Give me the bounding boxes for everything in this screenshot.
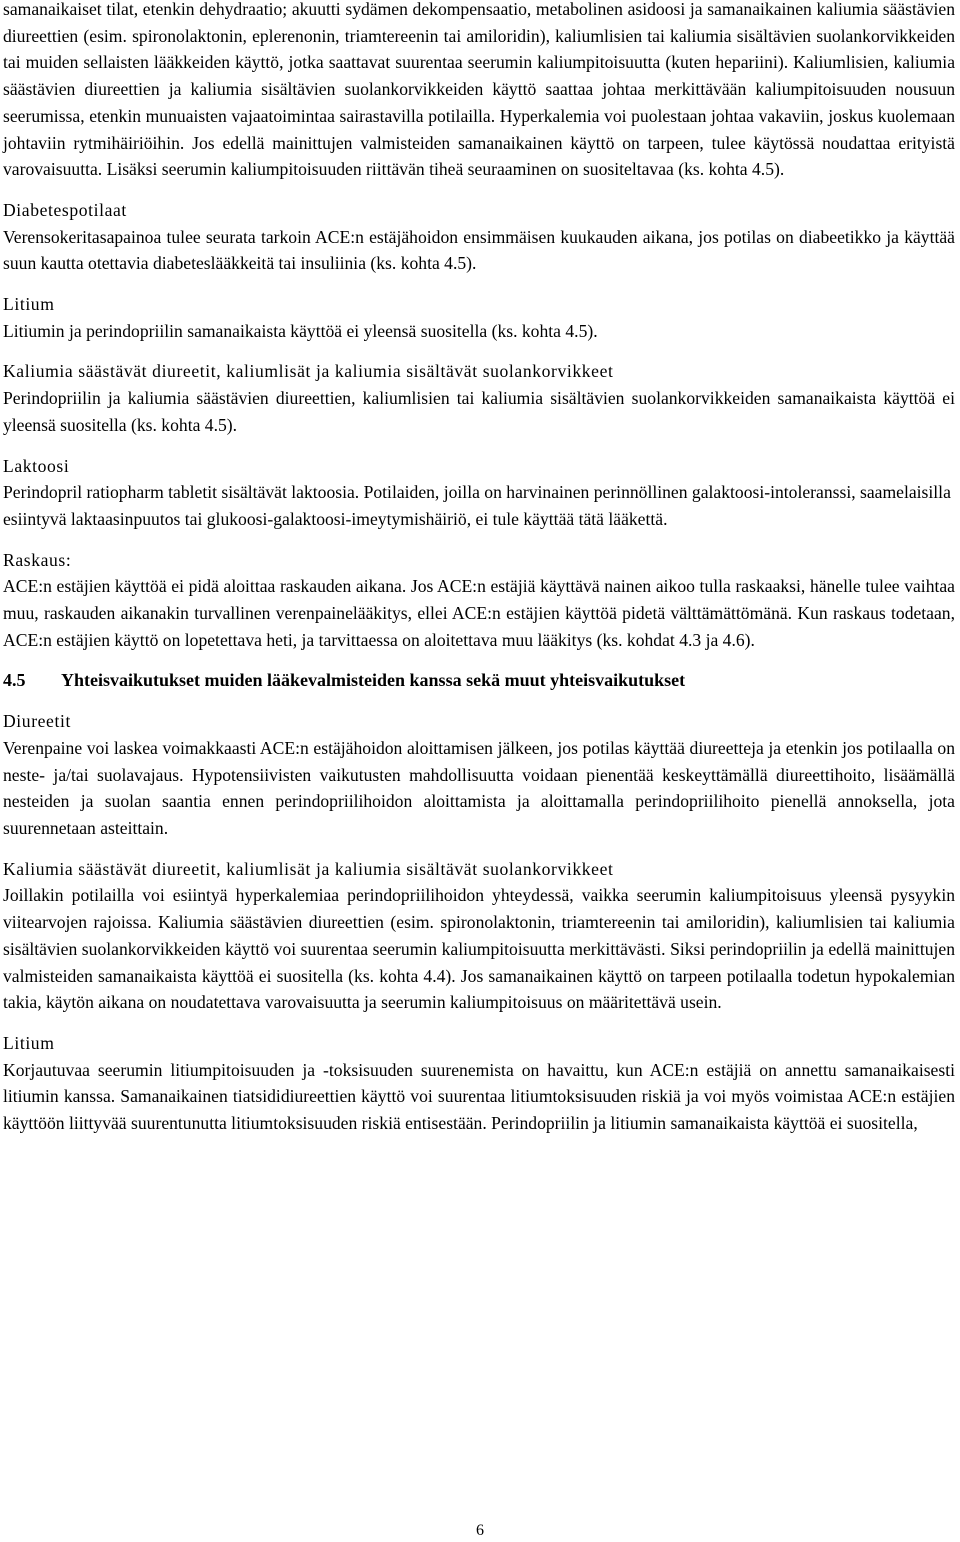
potassium-warning-paragraph: Perindopriilin ja kaliumia säästävien diureettien, kaliumlisien tai kaliumia sisältävien suolankorvikkeiden samanaikaista käyttöä ei yleensä suositella (ks. kohta 4.5). bbox=[3, 388, 955, 435]
section-number: 4.5 bbox=[3, 670, 26, 691]
pregnancy-paragraph: ACE:n estäjien käyttöä ei pidä aloittaa raskauden aikana. Jos ACE:n estäjiä käyttävä nainen aikoo tulla raskaaksi, hänelle tulee vaihtaa muu, raskauden aikanakin turvallinen verenpainelääkitys, ellei ACE:n estäjien käyttöä pidetä välttämättömänä. Kun raskaus todetaan, ACE:n estäjien käyttö on lopetettava heti, ja tarvittaessa on aloitettava muu lääkitys (ks. kohdat 4.3 ja 4.6). bbox=[3, 576, 955, 650]
diuretics-paragraph: Verenpaine voi laskea voimakkaasti ACE:n estäjähoidon aloittamisen jälkeen, jos potilas käyttää diureetteja ja etenkin jos potilaalla on neste- ja/tai suolavajaus. Hypotensiivisten vaikutusten mahdollisuutta voidaan pienentää keskeyttämällä diureettihoito, lisäämällä nesteiden ja suolan saantia ennen perindopriilihoidon aloittamista ja aloittamalla perindopriilihoito pienellä annoksella, jota suurennetaan asteittain. bbox=[3, 737, 955, 838]
lactose-section bbox=[3, 453, 955, 533]
lithium-interaction-paragraph: Korjautuvaa seerumin litiumpitoisuuden ja -toksisuuden suurenemista on havaittu, kun ACE:n estäjiä on annettu samanaikaisesti litiumin kanssa. Samanaikainen tiatsididiureettien käyttö voi suurentaa litiumtoksisuuden riskiä ja voi myös voimistaa ACE:n estäjien käyttöön liittyvää suurentunutta litiumtoksisuuden riskiä entisestään. Perindopriilin ja litiumin samanaikaista käyttöä ei suositella, bbox=[3, 1059, 955, 1134]
lithium-interaction-heading: Litium bbox=[3, 1032, 55, 1053]
lactose-paragraph: Perindopril ratiopharm tabletit sisältävät laktoosia. Potilaiden, joilla on harvinainen perinnöllinen galaktoosi-intoleranssi, saamelaisilla esiintyvä laktaasinpuutos tai glukoosi-galaktoosi-imeytymishäiriö, ei tule käyttää tätä lääkettä. bbox=[3, 482, 951, 529]
lactose-heading: Laktoosi bbox=[3, 455, 70, 476]
potassium-warning-section bbox=[3, 358, 955, 438]
lithium-warning-paragraph: Litiumin ja perindopriilin samanaikaista käyttöä ei yleensä suositella (ks. kohta 4.5). bbox=[3, 320, 598, 341]
lithium-warning-heading: Litium bbox=[3, 294, 55, 315]
page-number: 6 bbox=[476, 1522, 484, 1539]
diuretics-heading: Diureetit bbox=[3, 711, 71, 732]
potassium-warning-heading: Kaliumia säästävät diureetit, kaliumlisät ja kaliumia sisältävät suolankorvikkeet bbox=[3, 361, 614, 382]
pregnancy-section bbox=[3, 547, 955, 654]
intro-section bbox=[3, 0, 955, 183]
diabetes-paragraph: Verensokeritasapainoa tulee seurata tarkoin ACE:n estäjähoidon ensimmäisen kuukauden aikana, jos potilas on diabeetikko ja käyttää suun kautta otettavia diabeteslääkkeitä tai insuliinia (ks. kohta 4.5). bbox=[3, 226, 955, 274]
section-4-5-title bbox=[3, 667, 955, 694]
diabetes-heading: Diabetespotilaat bbox=[3, 199, 127, 220]
intro-paragraph: samanaikaiset tilat, etenkin dehydraatio; akuutti sydämen dekompensaatio, metabolinen asidoosi ja samanaikainen kaliumia säästävien diureettien (esim. spironolaktonin, eplerenonin, triamtereenin tai amiloridin), kaliumlisien tai kaliumia sisältävien suolankorvikkeiden tai muiden sellaisten lääkkeiden käyttö, jotka saattavat suurentaa seerumin kaliumpitoisuutta (kuten hepariini). Kaliumlisien, kaliumia säästävien diureettien ja kaliumia sisältävien suolankorvikkeiden käyttö saattaa johtaa merkittävään kaliumpitoisuuden nousuun seerumissa, etenkin munuaisten vajaatoimintaa sairastavilla potilailla. Hyperkalemia voi puolestaan johtaa vakaviin, joskus kuolemaan johtaviin rytmihäiriöihin. Jos edellä mainittujen valmisteiden samanaikainen käyttö on tarpeen, tulee käytössä noudattaa erityistä varovaisuutta. Lisäksi seerumin kaliumpitoisuuden riittävän tiheä seuraaminen on suositeltavaa (ks. kohta 4.5). bbox=[3, 0, 955, 180]
section-title-text: Yhteisvaikutukset muiden lääkevalmisteiden kanssa sekä muut yhteisvaikutukset bbox=[61, 670, 686, 691]
pregnancy-heading: Raskaus: bbox=[3, 549, 72, 570]
potassium-interaction-section bbox=[3, 856, 955, 1016]
diabetes-section bbox=[3, 197, 955, 277]
potassium-interaction-heading: Kaliumia säästävät diureetit, kaliumlisät ja kaliumia sisältävät suolankorvikkeet bbox=[3, 858, 614, 879]
lithium-interaction-section bbox=[3, 1030, 955, 1137]
diuretics-section bbox=[3, 708, 955, 842]
lithium-warning-section bbox=[3, 291, 955, 344]
potassium-interaction-paragraph: Joillakin potilailla voi esiintyä hyperkalemiaa perindopriilihoidon yhteydessä, vaikka seerumin kaliumpitoisuus yleensä pysyykin viitearvojen rajoissa. Kaliumia säästävien diureettien (esim. spironolaktonin, triamtereenin tai amiloridin), kaliumlisien tai kaliumia sisältävien suolankorvikkeiden käyttö voi suurentaa seerumin kaliumpitoisuutta merkittävästi. Siksi perindopriilin ja edellä mainittujen valmisteiden samanaikaista käyttöä ei suositella (ks. kohta 4.4). Jos samanaikainen käyttö on tarpeen potilaalla todetun hypokalemian takia, käytön aikana on noudatettava varovaisuutta ja seerumin kaliumpitoisuus on määritettävä usein. bbox=[3, 885, 955, 1013]
